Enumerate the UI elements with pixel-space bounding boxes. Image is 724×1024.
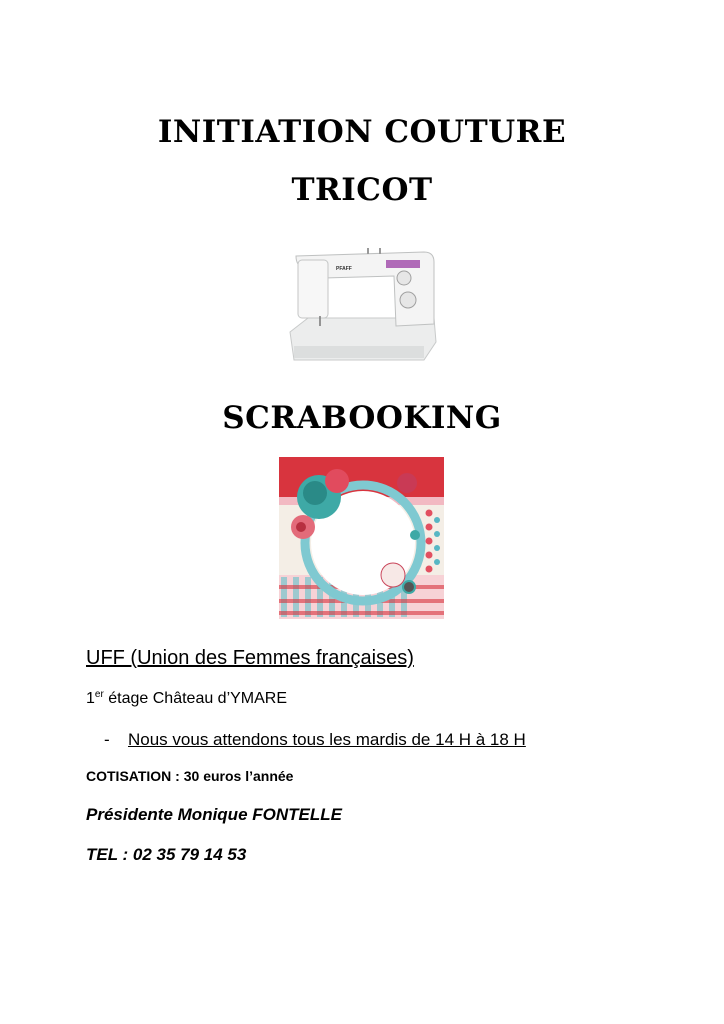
schedule-text: Nous vous attendons tous les mardis de 14 H à 18 H — [128, 730, 526, 749]
scrapbook-image — [279, 457, 444, 627]
schedule-bullet — [104, 730, 526, 750]
sewing-machine-image — [284, 246, 440, 364]
address-text: étage Château d’YMARE — [103, 690, 288, 707]
machine-brand-label: PFAFF — [336, 266, 352, 272]
floor-number: 1 — [86, 690, 95, 707]
president-name: Présidente Monique FONTELLE — [86, 805, 342, 824]
bullet-dash: - — [104, 730, 110, 749]
title-tricot: TRICOT — [291, 172, 433, 208]
cotisation-text: COTISATION : 30 euros l’année — [86, 768, 294, 784]
phone-number: TEL : 02 35 79 14 53 — [86, 845, 247, 864]
title-initiation-couture: INITIATION COUTURE — [157, 114, 567, 150]
address-line — [86, 689, 287, 708]
floor-suffix: er — [94, 689, 104, 700]
association-name: UFF (Union des Femmes françaises) — [86, 647, 414, 669]
title-scrabooking: SCRABOOKING — [222, 400, 502, 436]
